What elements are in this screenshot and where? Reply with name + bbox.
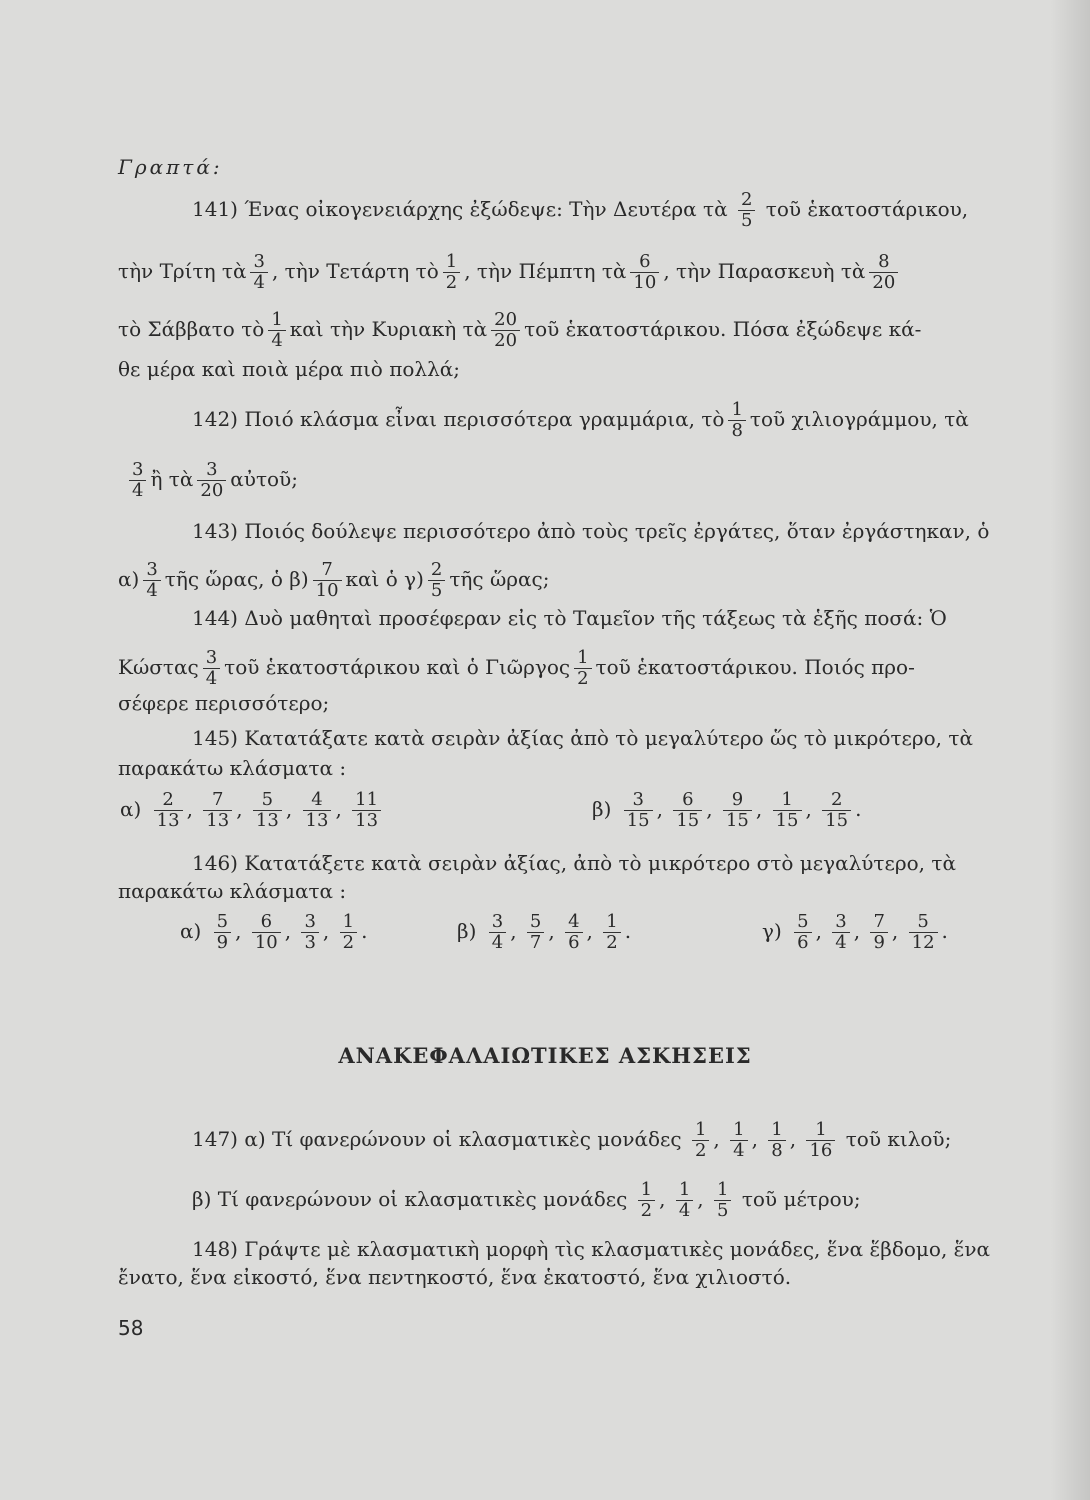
fraction: $\frac{1}{2}$ xyxy=(340,912,357,953)
fraction: $\frac{3}{3}$ xyxy=(301,912,318,953)
fraction: $\frac{4}{13}$ xyxy=(303,790,332,831)
fraction: $\frac{1}{5}$ xyxy=(714,1180,731,1221)
fraction: $\frac{5}{9}$ xyxy=(214,912,231,953)
ex144-line1: 144) Δυὸ μαθηταὶ προσέφεραν εἰς τὸ Ταμεῖον τῆς τάξεως τὰ ἑξῆς ποσά: Ὁ xyxy=(192,606,947,630)
fraction: $\frac{2}{5}$ xyxy=(738,190,755,231)
ex146-row-c: γ) $\frac{5}{6}$ , $\frac{3}{4}$ , $\frac{7}{9}$ , $\frac{5}{12}$ . xyxy=(762,911,948,953)
fraction: $\frac{1}{4}$ xyxy=(268,310,285,351)
fraction: $\frac{1}{8}$ xyxy=(768,1120,785,1161)
section-title: ΑΝΑΚΕΦΑΛΑΙΩΤΙΚΕΣ ΑΣΚΗΣΕΙΣ xyxy=(338,1043,752,1068)
ex148-line2: ἔνατο, ἕνα εἰκοστό, ἕνα πεντηκοστό, ἕνα ἑκατοστό, ἕνα χιλιοστό. xyxy=(118,1265,792,1289)
ex142-line2: $\frac{3}{4}$ ἢ τὰ $\frac{3}{20}$ αὐτοῦ; xyxy=(125,460,298,501)
ex148-line1: 148) Γράψτε μὲ κλασματικὴ μορφὴ τὶς κλασματικὲς μονάδες, ἕνα ἕβδομο, ἕνα xyxy=(192,1237,991,1261)
fraction: $\frac{3}{4}$ xyxy=(489,912,506,953)
ex146-row-a: α) $\frac{5}{9}$ , $\frac{6}{10}$ , $\frac{3}{3}$ , $\frac{1}{2}$ . xyxy=(180,911,368,953)
section-label: Γραπτά: xyxy=(118,155,223,179)
fraction: $\frac{6}{10}$ xyxy=(252,912,281,953)
fraction: $\frac{1}{4}$ xyxy=(730,1120,747,1161)
page-number: 58 xyxy=(118,1316,144,1340)
ex146-line1: 146) Κατατάξετε κατὰ σειρὰν ἀξίας, ἀπὸ τὸ μικρότερο στὸ μεγαλύτερο, τὰ xyxy=(192,851,956,875)
ex141-line4: θε μέρα καὶ ποιὰ μέρα πιὸ πολλά; xyxy=(118,357,460,381)
ex144-line2: Κώστας $\frac{3}{4}$ τοῦ ἑκατοστάρικου καὶ ὁ Γιῶργος $\frac{1}{2}$ τοῦ ἑκατοστάρικου. Ποιός προ- xyxy=(118,647,915,689)
fraction: $\frac{8}{20}$ xyxy=(869,252,898,293)
fraction: $\frac{1}{8}$ xyxy=(728,400,745,441)
ex141-line2: τὴν Τρίτη τὰ $\frac{3}{4}$ , τὴν Τετάρτη τὸ $\frac{1}{2}$ , τὴν Πέμπτη τὰ $\frac{6}{10}$ , τὴν Παρασκευὴ τὰ $\frac{8}{20}$ xyxy=(118,252,902,293)
fraction: $\frac{1}{2}$ xyxy=(638,1180,655,1221)
fraction: $\frac{2}{5}$ xyxy=(428,560,445,601)
fraction: $\frac{1}{2}$ xyxy=(574,648,591,689)
fraction: $\frac{1}{2}$ xyxy=(603,912,620,953)
ex147-line1: 147) α) Τί φανερώνουν οἱ κλασματικὲς μονάδες $\frac{1}{2}$ , $\frac{1}{4}$ , $\frac{1}{8}$ , $\frac{1}{16}$ τοῦ κιλοῦ; xyxy=(192,1119,952,1161)
fraction: $\frac{5}{13}$ xyxy=(253,790,282,831)
ex143-line2: α) $\frac{3}{4}$ τῆς ὥρας, ὁ β) $\frac{7}{10}$ καὶ ὁ γ) $\frac{2}{5}$ τῆς ὥρας; xyxy=(118,559,550,601)
ex143-line1: 143) Ποιός δούλεψε περισσότερο ἀπὸ τοὺς τρεῖς ἐργάτες, ὅταν ἐργάστηκαν, ὁ xyxy=(192,519,990,543)
fraction: $\frac{3}{4}$ xyxy=(250,252,267,293)
fraction: $\frac{4}{6}$ xyxy=(565,912,582,953)
fraction: $\frac{5}{12}$ xyxy=(909,912,938,953)
ex145-row-a: α) $\frac{2}{13}$ , $\frac{7}{13}$ , $\frac{5}{13}$ , $\frac{4}{13}$ , $\frac{11}{13}$ xyxy=(118,790,385,831)
fraction: $\frac{3}{4}$ xyxy=(129,460,146,501)
fraction: $\frac{9}{15}$ xyxy=(723,790,752,831)
fraction: $\frac{3}{4}$ xyxy=(143,560,160,601)
ex145-line1: 145) Κατατάξατε κατὰ σειρὰν ἀξίας ἀπὸ τὸ μεγαλύτερο ὥς τὸ μικρότερο, τὰ xyxy=(192,726,973,750)
fraction: $\frac{1}{16}$ xyxy=(806,1120,835,1161)
fraction: $\frac{2}{13}$ xyxy=(154,790,183,831)
fraction: $\frac{3}{15}$ xyxy=(624,790,653,831)
ex145-line2: παρακάτω κλάσματα : xyxy=(118,756,347,780)
ex142-line1: 142) Ποιό κλάσμα εἶναι περισσότερα γραμμάρια, τὸ $\frac{1}{8}$ τοῦ χιλιογράμμου, τὰ xyxy=(192,399,969,441)
fraction: $\frac{1}{2}$ xyxy=(692,1120,709,1161)
fraction: $\frac{3}{4}$ xyxy=(203,648,220,689)
fraction: $\frac{1}{2}$ xyxy=(443,252,460,293)
ex144-line3: σέφερε περισσότερο; xyxy=(118,691,330,715)
ex145-row-b: β) $\frac{3}{15}$ , $\frac{6}{15}$ , $\frac{9}{15}$ , $\frac{1}{15}$ , $\frac{2}{15}$ . xyxy=(592,789,862,831)
ex141-line3: τὸ Σάββατο τὸ $\frac{1}{4}$ καὶ τὴν Κυριακὴ τὰ $\frac{20}{20}$ τοῦ ἑκατοστάρικου. Πόσα ἐξώδεψε κά- xyxy=(118,309,922,351)
fraction: $\frac{20}{20}$ xyxy=(491,310,520,351)
fraction: $\frac{6}{15}$ xyxy=(673,790,702,831)
fraction: $\frac{1}{4}$ xyxy=(676,1180,693,1221)
fraction: $\frac{2}{15}$ xyxy=(822,790,851,831)
fraction: $\frac{7}{9}$ xyxy=(870,912,887,953)
fraction: $\frac{3}{20}$ xyxy=(197,460,226,501)
ex141-line1: 141) Ένας οἰκογενειάρχης ἐξώδεψε: Τὴν Δευτέρα τὰ $\frac{2}{5}$ τοῦ ἑκατοστάρικου, xyxy=(192,189,969,231)
fraction: $\frac{11}{13}$ xyxy=(352,790,381,831)
fraction: $\frac{5}{6}$ xyxy=(794,912,811,953)
fraction: $\frac{7}{10}$ xyxy=(313,560,342,601)
fraction: $\frac{6}{10}$ xyxy=(630,252,659,293)
ex146-row-b: β) $\frac{3}{4}$ , $\frac{5}{7}$ , $\frac{4}{6}$ , $\frac{1}{2}$ . xyxy=(457,911,632,953)
fraction: $\frac{5}{7}$ xyxy=(527,912,544,953)
fraction: $\frac{3}{4}$ xyxy=(832,912,849,953)
fraction: $\frac{1}{15}$ xyxy=(773,790,802,831)
fraction: $\frac{7}{13}$ xyxy=(203,790,232,831)
ex147-line2: β) Τί φανερώνουν οἱ κλασματικὲς μονάδες $\frac{1}{2}$ , $\frac{1}{4}$ , $\frac{1}{5}$ τοῦ μέτρου; xyxy=(192,1179,861,1221)
ex146-line2: παρακάτω κλάσματα : xyxy=(118,879,347,903)
